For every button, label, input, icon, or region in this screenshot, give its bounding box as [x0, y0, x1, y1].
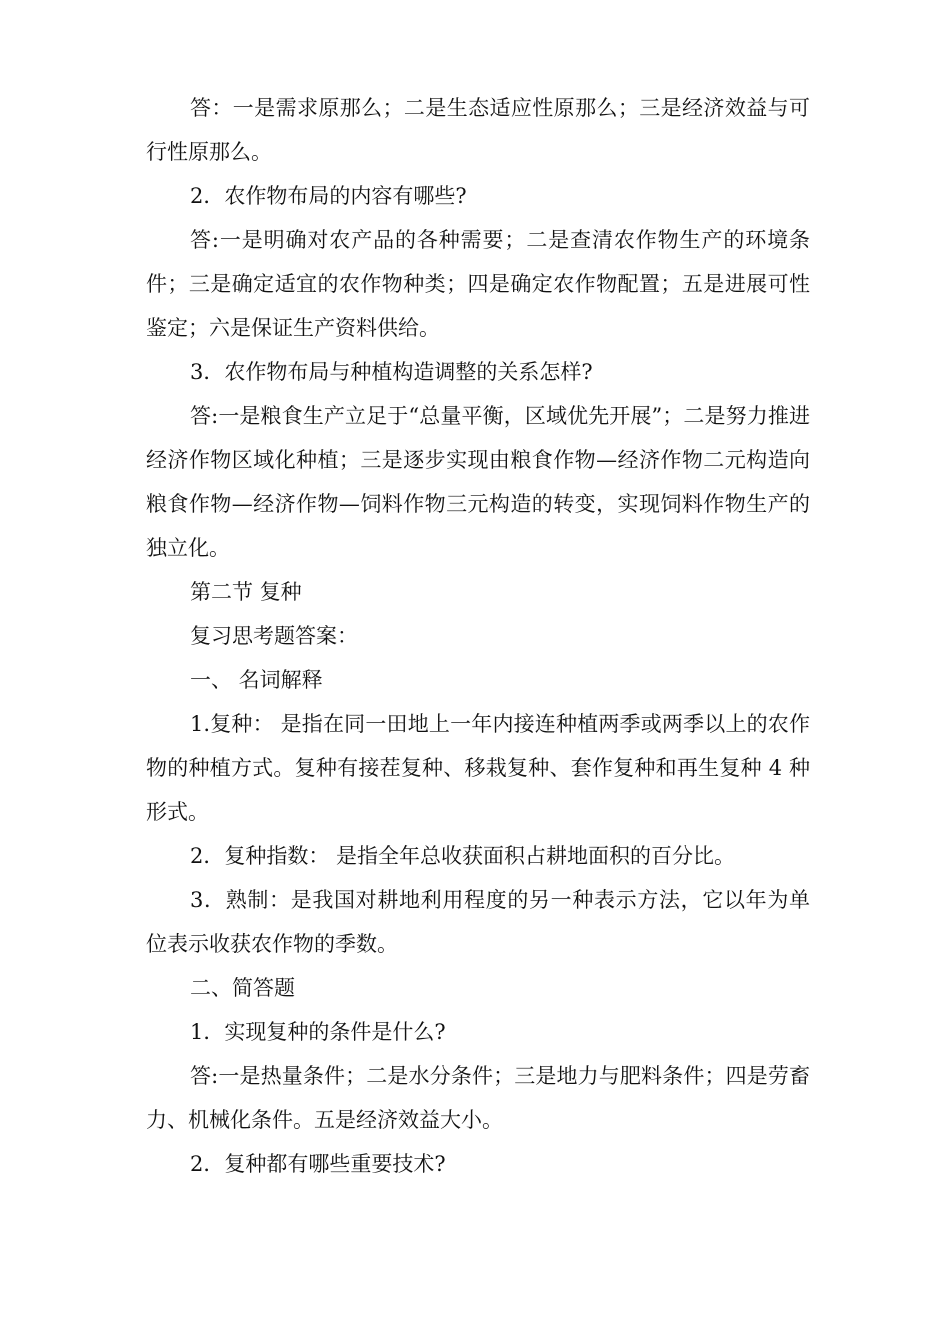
question-1-conditions: 1．实现复种的条件是什么? — [190, 1020, 446, 1044]
term-cropping-index: 2．复种指数： 是指全年总收获面积占耕地面积的百分比。 — [190, 844, 736, 868]
question-2-layout-content: 2．农作物布局的内容有哪些? — [190, 184, 467, 208]
question-2-techniques: 2．复种都有哪些重要技术? — [190, 1152, 446, 1176]
answer-layout-structure: 答:一是粮食生产立足于“总量平衡，区域优先开展”；二是努力推进经济作物区域化种植；三是逐步实现由粮食作物—经济作物二元构造向粮食作物—经济作物—饲料作物三元构造的转变，实现饲料作物生产的独立化。 — [146, 404, 810, 560]
question-3-layout-structure: 3．农作物布局与种植构造调整的关系怎样? — [190, 360, 593, 384]
answer-principles: 答：一是需求原那么；二是生态适应性原那么；三是经济效益与可行性原那么。 — [146, 96, 810, 164]
review-answers-heading: 复习思考题答案： — [190, 624, 358, 648]
document-body — [146, 86, 810, 1186]
short-answer-heading: 二、简答题 — [190, 976, 295, 1000]
answer-conditions: 答:一是热量条件；二是水分条件；三是地力与肥料条件；四是劳畜力、机械化条件。五是经济效益大小。 — [146, 1064, 810, 1132]
section-title: 第二节 复种 — [190, 580, 302, 604]
term-multiple-cropping: 1.复种： 是指在同一田地上一年内接连种植两季或两季以上的农作物的种植方式。复种有接茬复种、移栽复种、套作复种和再生复种 4 种形式。 — [146, 712, 810, 824]
term-cropping-system: 3．熟制：是我国对耕地利用程度的另一种表示方法，它以年为单位表示收获农作物的季数。 — [146, 888, 810, 956]
answer-layout-content: 答:一是明确对农产品的各种需要；二是查清农作物生产的环境条件；三是确定适宜的农作物种类；四是确定农作物配置；五是进展可性鉴定；六是保证生产资料供给。 — [146, 228, 810, 340]
terms-heading: 一、 名词解释 — [190, 668, 323, 692]
